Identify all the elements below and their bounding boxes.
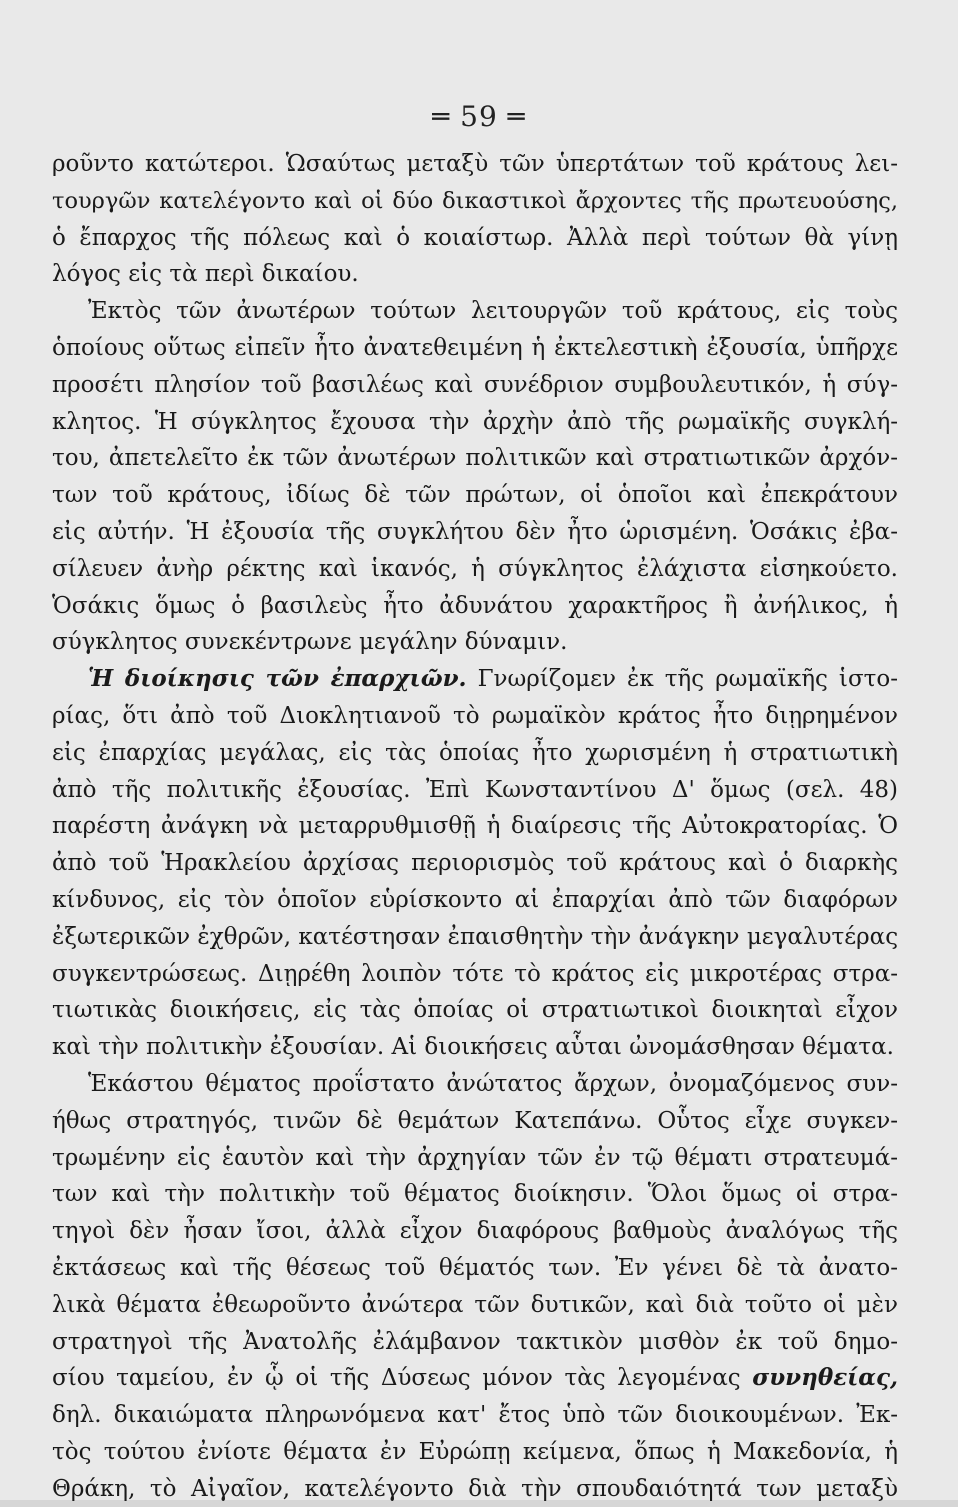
body-text xyxy=(52,146,898,1507)
text-line: ἐξωτερικῶν ἐχθρῶν, κατέστησαν ἐπαισθητὴν τὴν ἀνάγκην μεγαλυτέρας xyxy=(52,923,899,950)
text-line: σίλευεν ἀνὴρ ρέκτης καὶ ἱκανός, ἡ σύγκλητος ἐλάχιστα εἰσηκούετο. xyxy=(52,555,898,582)
page-number: ═ 59 ═ xyxy=(432,100,526,133)
text-line-start: σίου ταμείου, ἐν ᾧ οἱ τῆς Δύσεως μόνον τὰς λεγομένας xyxy=(52,1365,741,1392)
text-line: λόγος εἰς τὰ περὶ δικαίου. xyxy=(52,261,359,288)
text-line: στρατηγοὶ τῆς Ἀνατολῆς ἐλάμβανον τακτικὸν μισθὸν ἐκ τοῦ δημο- xyxy=(52,1328,898,1355)
text-line: τὸς τούτου ἐνίοτε θέματα ἐν Εὐρώπῃ κείμενα, ὅπως ἡ Μακεδονία, ἡ xyxy=(52,1438,898,1465)
text-line: τιωτικὰς διοικήσεις, εἰς τὰς ὁποίας οἱ στρατιωτικοὶ διοικηταὶ εἶχον xyxy=(52,997,898,1024)
text-line: των τοῦ κράτους, ἰδίως δὲ τῶν πρώτων, οἱ ὁποῖοι καὶ ἐπεκράτουν xyxy=(52,482,898,509)
text-line: των καὶ τὴν πολιτικὴν τοῦ θέματος διοίκησιν. Ὅλοι ὅμως οἱ στρα- xyxy=(52,1181,898,1208)
text-line: ἐκτάσεως καὶ τῆς θέσεως τοῦ θέματός των. Ἐν γένει δὲ τὰ ἀνατο- xyxy=(52,1254,898,1281)
text-line: κλητος. Ἡ σύγκλητος ἔχουσα τὴν ἀρχὴν ἀπὸ τῆς ρωμαϊκῆς συγκλή- xyxy=(52,408,898,435)
text-line: Θράκη, τὸ Αἰγαῖον, κατελέγοντο διὰ τὴν σπουδαιότητά των μεταξὺ xyxy=(52,1475,898,1502)
text-line: καὶ τὴν πολιτικὴν ἐξουσίαν. Αἱ διοικήσεις αὗται ὠνομάσθησαν θέματα. xyxy=(52,1034,894,1061)
text-line: ὁ ἔπαρχος τῆς πόλεως καὶ ὁ κοιαίστωρ. Ἀλλὰ περὶ τούτων θὰ γίνῃ xyxy=(52,224,898,251)
text-line: ἀπὸ τῆς πολιτικῆς ἐξουσίας. Ἐπὶ Κωνσταντίνου Δ' ὅμως (σελ. 48) xyxy=(52,776,898,803)
text-line: παρέστη ἀνάγκη νὰ μεταρρυθμισθῇ ἡ διαίρεσις τῆς Αὐτοκρατορίας. Ὁ xyxy=(52,813,898,840)
text-line: Ὁσάκις ὅμως ὁ βασιλεὺς ἦτο ἀδυνάτου χαρακτῆρος ἢ ἀνήλικος, ἡ xyxy=(52,592,898,619)
text-line: ὁποίους οὕτως εἰπεῖν ἦτο ἀνατεθειμένη ἡ ἐκτελεστικὴ ἐξουσία, ὑπῆρχε xyxy=(52,334,898,361)
text-line: του, ἀπετελεῖτο ἐκ τῶν ἀνωτέρων πολιτικῶν καὶ στρατιωτικῶν ἀρχόν- xyxy=(52,445,898,472)
text-line: προσέτι πλησίον τοῦ βασιλέως καὶ συνέδριον συμβουλευτικόν, ἡ σύγ- xyxy=(52,371,898,398)
text-line: Ἑκάστου θέματος προΐστατο ἀνώτατος ἄρχων, ὀνομαζόμενος συν- xyxy=(88,1070,898,1097)
text-line: ήθως στρατηγός, τινῶν δὲ θεμάτων Κατεπάνω. Οὗτος εἶχε συγκεν- xyxy=(52,1107,898,1134)
text-line: Ἐκτὸς τῶν ἀνωτέρων τούτων λειτουργῶν τοῦ κράτους, εἰς τοὺς xyxy=(88,298,898,325)
text-line: δηλ. δικαιώματα πληρωνόμενα κατ' ἔτος ὑπὸ τῶν διοικουμένων. Ἐκ- xyxy=(52,1402,898,1429)
text-line: ρίας, ὅτι ἀπὸ τοῦ Διοκλητιανοῦ τὸ ρωμαϊκὸν κράτος ἦτο διῃρημένον xyxy=(52,702,898,729)
emphasized-word: συνηθείας, xyxy=(752,1364,899,1392)
text-line: τρωμένην εἰς ἑαυτὸν καὶ τὴν ἀρχηγίαν τῶν ἐν τῷ θέματι στρατευμά- xyxy=(52,1144,898,1171)
text-line: ἀπὸ τοῦ Ἡρακλείου ἀρχίσας περιορισμὸς τοῦ κράτους καὶ ὁ διαρκὴς xyxy=(52,850,898,877)
text-line: εἰς αὐτήν. Ἡ ἐξουσία τῆς συγκλήτου δὲν ἦτο ὡρισμένη. Ὁσάκις ἐβα- xyxy=(52,518,898,545)
section-heading: Ἡ διοίκησις τῶν ἐπαρχιῶν. xyxy=(88,665,467,693)
section-first-line xyxy=(52,661,898,698)
text-line: λικὰ θέματα ἐθεωροῦντο ἀνώτερα τῶν δυτικῶν, καὶ διὰ τοῦτο οἱ μὲν xyxy=(52,1291,898,1318)
text-line xyxy=(52,1360,898,1397)
text-line: εἰς ἐπαρχίας μεγάλας, εἰς τὰς ὁποίας ἦτο χωρισμένη ἡ στρατιωτικὴ xyxy=(52,739,898,766)
text-line: ροῦντο κατώτεροι. Ὡσαύτως μεταξὺ τῶν ὑπερτάτων τοῦ κράτους λει- xyxy=(52,151,898,177)
section-first-line-text: Γνωρίζομεν ἐκ τῆς ρωμαϊκῆς ἱστο- xyxy=(477,666,898,693)
text-line: κίνδυνος, εἰς τὸν ὁποῖον εὑρίσκοντο αἱ ἐπαρχίαι ἀπὸ τῶν διαφόρων xyxy=(52,886,898,913)
text-line: τηγοὶ δὲν ἦσαν ἴσοι, ἀλλὰ εἶχον διαφόρους βαθμοὺς ἀναλόγως τῆς xyxy=(52,1218,898,1245)
text-line: τουργῶν κατελέγοντο καὶ οἱ δύο δικαστικοὶ ἄρχοντες τῆς πρωτευούσης, xyxy=(52,187,898,214)
text-line: σύγκλητος συνεκέντρωνε μεγάλην δύναμιν. xyxy=(52,629,568,656)
text-line: συγκεντρώσεως. Διῃρέθη λοιπὸν τότε τὸ κράτος εἰς μικροτέρας στρα- xyxy=(52,960,898,987)
